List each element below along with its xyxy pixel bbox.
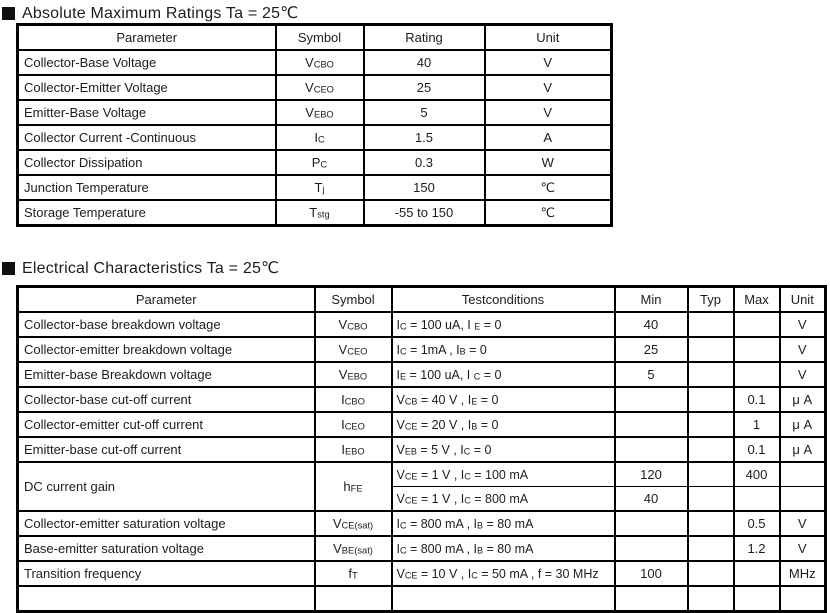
table-row [18,125,612,150]
section-bullet-icon [2,7,15,20]
max-cell: 0.1 [734,387,780,412]
unit-cell: V [485,100,612,125]
section-title-text: Electrical Characteristics Ta = 25℃ [22,260,280,277]
section-title-text: Absolute Maximum Ratings Ta = 25℃ [22,5,299,22]
max-cell: 1 [734,412,780,437]
parameter-cell: Collector Current -Continuous [18,125,276,150]
min-cell: 120 [615,462,688,487]
symbol-cell: PC [276,150,364,175]
max-cell [734,487,780,512]
unit-cell [780,487,826,512]
parameter-cell: DC current gain [18,462,315,511]
max-cell: 400 [734,462,780,487]
testconditions-cell: VCB = 40 V , IE = 0 [392,387,615,412]
unit-cell: A [485,125,612,150]
parameter-cell: Emitter-Base Voltage [18,100,276,125]
parameter-cell: Storage Temperature [18,200,276,226]
header-testconditions: Testconditions [392,287,615,313]
symbol-cell: VEBO [315,362,392,387]
header-typ: Typ [688,287,734,313]
max-cell [734,337,780,362]
min-cell: 5 [615,362,688,387]
table-row [18,536,826,561]
header-parameter: Parameter [18,287,315,313]
rating-cell: 1.5 [364,125,485,150]
unit-cell: V [780,337,826,362]
parameter-cell: Collector-emitter cut-off current [18,412,315,437]
unit-cell: W [485,150,612,175]
min-cell: 40 [615,487,688,512]
symbol-cell: ICBO [315,387,392,412]
table-row [18,412,826,437]
header-rating: Rating [364,25,485,51]
testconditions-cell: IC = 1mA , IB = 0 [392,337,615,362]
testconditions-cell: IE = 100 uA, I C = 0 [392,362,615,387]
unit-cell: V [780,362,826,387]
table-row-partial [18,586,826,612]
max-cell: 0.1 [734,437,780,462]
header-unit: Unit [780,287,826,313]
symbol-cell: Tstg [276,200,364,226]
typ-cell [688,437,734,462]
table-row [18,150,612,175]
parameter-cell: Collector-Base Voltage [18,50,276,75]
max-cell [734,561,780,586]
unit-cell: μ A [780,387,826,412]
unit-cell: V [485,75,612,100]
testconditions-cell: VCE = 10 V , IC = 50 mA , f = 30 MHz [392,561,615,586]
table-row [18,100,612,125]
max-cell [734,312,780,337]
header-symbol: Symbol [276,25,364,51]
parameter-cell: Collector-Emitter Voltage [18,75,276,100]
rating-cell: 40 [364,50,485,75]
max-cell [734,362,780,387]
unit-cell: MHz [780,561,826,586]
min-cell [615,437,688,462]
testconditions-cell: VCE = 1 V , IC = 100 mA [392,462,615,487]
parameter-cell: Emitter-base Breakdown voltage [18,362,315,387]
typ-cell [688,536,734,561]
table-row [18,462,826,487]
typ-cell [688,561,734,586]
empty-cell [18,586,315,612]
header-min: Min [615,287,688,313]
table-row [18,561,826,586]
table-header-row [18,287,826,313]
absolute-maximum-ratings-table [16,23,613,227]
testconditions-cell: IC = 800 mA , IB = 80 mA [392,511,615,536]
table-row [18,511,826,536]
unit-cell: μ A [780,437,826,462]
symbol-cell: hFE [315,462,392,511]
symbol-cell: ICEO [315,412,392,437]
symbol-cell: VCBO [315,312,392,337]
unit-cell: V [780,536,826,561]
symbol-cell: VCEO [315,337,392,362]
section-title-absolute-maximum-ratings [2,3,298,23]
min-cell: 40 [615,312,688,337]
symbol-cell: IEBO [315,437,392,462]
typ-cell [688,462,734,487]
rating-cell: 150 [364,175,485,200]
rating-cell: 25 [364,75,485,100]
empty-cell [615,586,688,612]
symbol-cell: Tj [276,175,364,200]
parameter-cell: Base-emitter saturation voltage [18,536,315,561]
max-cell: 1.2 [734,536,780,561]
unit-cell [780,462,826,487]
unit-cell: V [780,312,826,337]
typ-cell [688,362,734,387]
rating-cell: 5 [364,100,485,125]
header-max: Max [734,287,780,313]
testconditions-cell: IC = 800 mA , IB = 80 mA [392,536,615,561]
unit-cell: V [485,50,612,75]
empty-cell [688,586,734,612]
table-row [18,175,612,200]
typ-cell [688,487,734,512]
min-cell: 25 [615,337,688,362]
table-row [18,437,826,462]
empty-cell [780,586,826,612]
unit-cell: ℃ [485,175,612,200]
typ-cell [688,312,734,337]
rating-cell: -55 to 150 [364,200,485,226]
testconditions-cell: VCE = 1 V , IC = 800 mA [392,487,615,512]
typ-cell [688,412,734,437]
typ-cell [688,337,734,362]
testconditions-cell: IC = 100 uA, I E = 0 [392,312,615,337]
table-row [18,312,826,337]
table-row [18,50,612,75]
empty-cell [315,586,392,612]
table-row [18,337,826,362]
empty-cell [392,586,615,612]
typ-cell [688,387,734,412]
electrical-characteristics-table [16,285,827,613]
table-row [18,387,826,412]
section-bullet-icon [2,262,15,275]
table-header-row [18,25,612,51]
min-cell [615,511,688,536]
header-unit: Unit [485,25,612,51]
testconditions-cell: VEB = 5 V , IC = 0 [392,437,615,462]
parameter-cell: Collector-emitter breakdown voltage [18,337,315,362]
table-row [18,75,612,100]
rating-cell: 0.3 [364,150,485,175]
section-title-electrical-characteristics [2,258,279,278]
testconditions-cell: VCE = 20 V , IB = 0 [392,412,615,437]
symbol-cell: VEBO [276,100,364,125]
header-symbol: Symbol [315,287,392,313]
symbol-cell: fT [315,561,392,586]
table-row [18,200,612,226]
min-cell [615,412,688,437]
unit-cell: ℃ [485,200,612,226]
empty-cell [734,586,780,612]
parameter-cell: Junction Temperature [18,175,276,200]
symbol-cell: VCE(sat) [315,511,392,536]
parameter-cell: Collector Dissipation [18,150,276,175]
unit-cell: μ A [780,412,826,437]
parameter-cell: Emitter-base cut-off current [18,437,315,462]
min-cell: 100 [615,561,688,586]
max-cell: 0.5 [734,511,780,536]
min-cell [615,536,688,561]
typ-cell [688,511,734,536]
table-row [18,362,826,387]
parameter-cell: Collector-base cut-off current [18,387,315,412]
symbol-cell: IC [276,125,364,150]
unit-cell: V [780,511,826,536]
symbol-cell: VCBO [276,50,364,75]
symbol-cell: VCEO [276,75,364,100]
parameter-cell: Collector-emitter saturation voltage [18,511,315,536]
symbol-cell: VBE(sat) [315,536,392,561]
header-parameter: Parameter [18,25,276,51]
parameter-cell: Transition frequency [18,561,315,586]
min-cell [615,387,688,412]
parameter-cell: Collector-base breakdown voltage [18,312,315,337]
